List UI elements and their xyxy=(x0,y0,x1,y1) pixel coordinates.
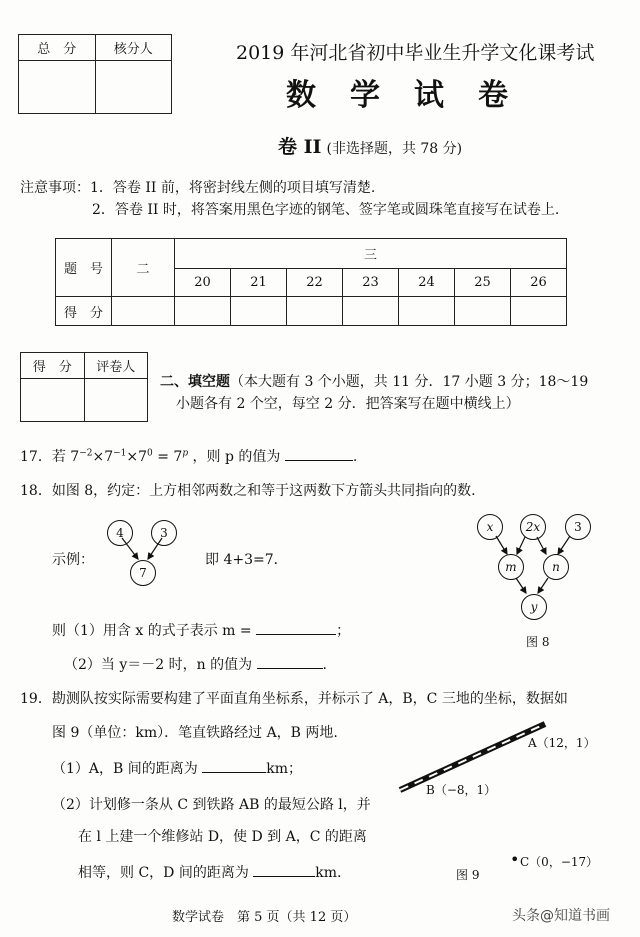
exam-title: 2019 年河北省初中毕业生升学文化课考试 xyxy=(236,42,595,64)
grader-box-grader-label: 评卷人 xyxy=(84,353,148,379)
fig8-arrow xyxy=(558,536,570,554)
fig8-arrow xyxy=(517,537,525,554)
q17-text-before: 若 xyxy=(51,449,66,465)
q18-number: 18． xyxy=(20,483,52,499)
q17-expression: $7^{-2}\times 7^{-1}\times 7^0 = 7^p$ xyxy=(70,448,189,465)
q18-part2-blank[interactable] xyxy=(257,654,323,669)
fig8-node: 3 xyxy=(565,514,591,540)
section2-desc-1: （本大题有 3 个小题，共 11 分．17 小题 3 分；18～19 xyxy=(230,374,589,390)
fig8-arrow xyxy=(516,578,526,593)
q19-part2-blank[interactable] xyxy=(253,862,315,877)
q19-part1-blank[interactable] xyxy=(202,758,266,773)
q19-part2-line-2: 在 l 上建一个维修站 D，使 D 到 A，C 的距离 xyxy=(78,829,367,845)
q17-answer-blank[interactable] xyxy=(285,446,353,461)
q19-stem-2: 图 9（单位：km）．笔直铁路经过 A，B 两地. xyxy=(52,725,338,741)
volume-label: 卷 II xyxy=(278,136,322,158)
paper-title: 数 学 试 卷 xyxy=(286,78,510,113)
q18-part2: （2）当 y＝－2 时，n 的值为 . xyxy=(64,654,327,674)
grader-box xyxy=(20,352,148,422)
score-table-sub-col: 23 xyxy=(343,269,399,297)
page-footer: 数学试卷 第 5 页（共 12 页） xyxy=(172,910,357,925)
point-c-label: C（0，−17） xyxy=(520,855,599,869)
q19-number: 19． xyxy=(20,691,52,707)
notice-item-1: 1．答卷 II 前，将密封线左侧的项目填写清楚. xyxy=(90,180,376,196)
q18-part1: 则（1）用含 x 的式子表示 m = ； xyxy=(52,620,350,640)
score-table-question-label: 题 号 xyxy=(56,239,112,297)
fig8-arrow xyxy=(538,578,548,593)
score-box-checker-cell[interactable] xyxy=(95,61,172,114)
fig8-node: y xyxy=(521,594,547,620)
score-table-cell[interactable] xyxy=(287,297,343,326)
score-table-sub-col: 20 xyxy=(175,269,231,297)
example-node: 3 xyxy=(151,520,177,546)
section2-desc-2: 小题各有 2 个空，每空 2 分．把答案写在题中横线上） xyxy=(176,396,520,412)
score-table-cell[interactable] xyxy=(231,297,287,326)
fig8-arrow xyxy=(496,536,507,554)
score-table-sub-col: 22 xyxy=(287,269,343,297)
q19-part1: （1）A，B 间的距离为 km； xyxy=(52,758,302,778)
question-18-stem xyxy=(20,480,476,500)
q17-text-after: ，则 p 的值为 xyxy=(192,449,281,465)
q18-stem: 如图 8，约定：上方相邻两数之和等于这两数下方箭头共同指向的数. xyxy=(51,483,476,499)
notice-item-2: 2．答卷 II 时，将答案用黑色字迹的钢笔、签字笔或圆珠笔直接写在试卷上. xyxy=(92,202,560,218)
score-table-sub-col: 21 xyxy=(231,269,287,297)
score-table-cell[interactable] xyxy=(175,297,231,326)
section2-title: 二、填空题 xyxy=(160,374,230,390)
example-node: 7 xyxy=(130,560,156,586)
watermark: 头条@知道书画 xyxy=(512,908,610,924)
score-box-total-cell[interactable] xyxy=(19,61,96,114)
score-table-cell[interactable] xyxy=(399,297,455,326)
score-table-cell[interactable] xyxy=(343,297,399,326)
q19-part2-line-1: （2）计划修一条从 C 到铁路 AB 的最短公路 l，并 xyxy=(52,797,371,813)
grader-box-score-cell[interactable] xyxy=(21,379,85,422)
q17-number: 17． xyxy=(20,449,52,465)
fig8-node: x xyxy=(477,514,503,540)
fig8-node: m xyxy=(498,554,524,580)
q18-example-label: 示例： xyxy=(52,552,94,568)
volume-heading xyxy=(278,132,462,159)
score-table-col-three: 三 xyxy=(175,239,567,269)
score-box xyxy=(18,34,172,114)
score-table-cell[interactable] xyxy=(112,297,175,326)
example-node: 4 xyxy=(107,520,133,546)
q18-part1-blank[interactable] xyxy=(256,620,336,635)
point-b-label: B（−8，1） xyxy=(426,783,497,797)
fig9-label: 图 9 xyxy=(456,868,480,882)
q18-example-text: 即 4+3=7． xyxy=(205,552,288,568)
score-table-sub-col: 25 xyxy=(455,269,511,297)
score-box-total-label: 总 分 xyxy=(19,35,96,61)
grader-box-grader-cell[interactable] xyxy=(84,379,148,422)
fig8-label: 图 8 xyxy=(526,635,550,649)
section2-line-1 xyxy=(160,371,588,391)
notice-line-1 xyxy=(20,177,375,197)
score-table-sub-col: 24 xyxy=(399,269,455,297)
score-table-score-label: 得 分 xyxy=(56,297,112,326)
score-table-col-two: 二 xyxy=(112,239,175,297)
point-a-label: A（12，1） xyxy=(528,736,596,750)
q19-part2-line-3: 相等，则 C，D 间的距离为 km. xyxy=(78,862,342,882)
fig8-node: 2x xyxy=(520,514,546,540)
score-table-cell[interactable] xyxy=(455,297,511,326)
notice-label: 注意事项： xyxy=(20,180,90,196)
score-table-sub-col: 26 xyxy=(511,269,567,297)
grader-box-score-label: 得 分 xyxy=(21,353,85,379)
volume-note: (非选择题，共 78 分) xyxy=(326,141,463,157)
question-17 xyxy=(20,446,357,466)
q17-end: . xyxy=(352,449,358,465)
fig8-node: n xyxy=(543,554,569,580)
score-box-checker-label: 核分人 xyxy=(95,35,172,61)
q19-stem-1: 19．勘测队按实际需要构建了平面直角坐标系，并标示了 A，B，C 三地的坐标，数据如 xyxy=(20,691,568,707)
score-table xyxy=(55,238,567,326)
fig8-arrow xyxy=(537,537,546,554)
point-c-dot-icon: • xyxy=(510,850,520,869)
score-table-cell[interactable] xyxy=(511,297,567,326)
